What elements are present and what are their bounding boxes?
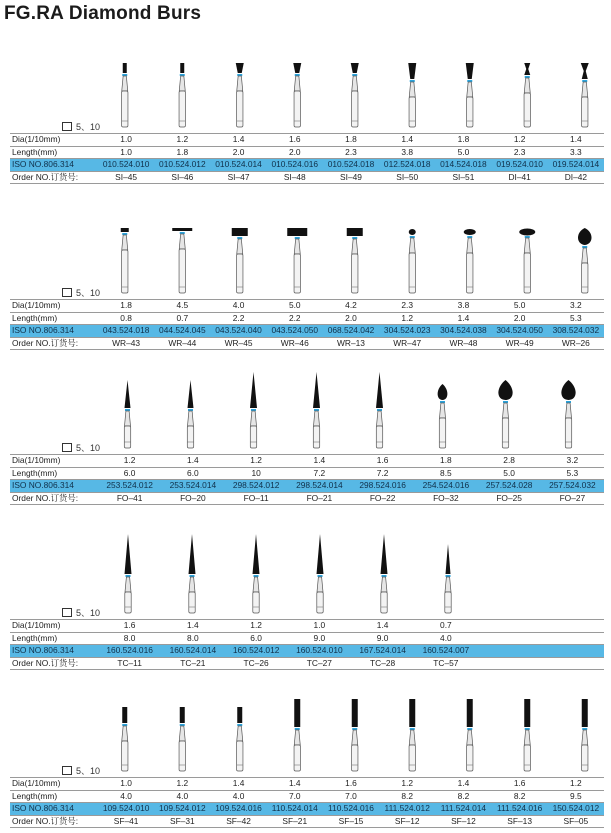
bur-taperInvL-icon [466, 63, 474, 127]
spec-row-iso [10, 480, 604, 493]
spec-cell [541, 620, 604, 633]
spec-row-order [10, 657, 604, 670]
spec-cell: 298.524.014 [288, 480, 351, 493]
spec-row-iso [10, 645, 604, 658]
bur-barL-icon [352, 699, 358, 771]
spec-cell: SF–42 [226, 815, 251, 826]
spec-cell: 1.4 [313, 455, 326, 466]
spec-cell: SI–45 [115, 171, 138, 182]
spec-label-iso: ISO NO.806.314 [10, 325, 98, 338]
bur-barL-icon [524, 699, 530, 771]
spec-label-length: Length(mm) [12, 312, 58, 323]
spec-cell: 7.0 [345, 790, 357, 801]
bur-taperInv-icon [236, 63, 244, 127]
spec-row-dia [10, 455, 604, 468]
spec-cell: 1.2 [176, 134, 189, 145]
spec-row-iso [10, 803, 604, 816]
spec-cell: 2.0 [232, 146, 245, 157]
spec-cell: SF–21 [282, 815, 308, 826]
bur-cone-icon [381, 534, 388, 613]
bur-taperInv-icon [293, 63, 301, 127]
spec-cell: FO–11 [243, 492, 269, 503]
spec-label-order: Order NO.订货号: [12, 815, 79, 826]
spec-cell: 1.6 [376, 455, 389, 466]
spec-cell: SF–15 [338, 815, 364, 826]
spec-cell [478, 620, 541, 633]
spec-cell: 109.524.010 [98, 803, 154, 816]
spec-cell: 1.4 [232, 134, 245, 145]
spec-cell: 1.4 [457, 778, 470, 789]
spec-cell: 4.2 [345, 300, 357, 311]
spec-cell: WR–43 [112, 337, 141, 348]
spec-label-length: Length(mm) [12, 146, 58, 157]
bur-flame-icon [578, 228, 592, 293]
spec-cell: 010.524.014 [210, 159, 266, 172]
pack-quantity [62, 441, 100, 454]
bur-bar-icon [237, 707, 243, 771]
spec-cell: 2.0 [288, 146, 301, 157]
spec-cell: TC–11 [117, 657, 142, 668]
spec-cell: 010.524.012 [154, 159, 210, 172]
spec-cell: 1.2 [123, 455, 136, 466]
spec-cell: WR–47 [393, 337, 422, 348]
bur-pear-icon [438, 384, 448, 448]
spec-cell: 1.8 [345, 134, 357, 145]
spec-cell: 257.524.032 [541, 480, 604, 493]
pack-quantity-text: 5、10 [76, 608, 101, 618]
spec-row-dia [10, 134, 604, 147]
spec-cell: 160.524.014 [161, 645, 224, 658]
package-icon [62, 122, 72, 131]
spec-cell: SI–50 [396, 171, 419, 182]
spec-cell: SI–51 [452, 171, 475, 182]
spec-cell: 1.2 [401, 312, 414, 323]
spec-cell: 109.524.016 [210, 803, 266, 816]
spec-cell: WR–26 [561, 337, 590, 348]
spec-label-order: Order NO.订货号: [12, 337, 79, 348]
bur-barL-icon [467, 699, 473, 771]
spec-cell: 1.6 [513, 778, 526, 789]
bur-block-icon [232, 228, 248, 293]
spec-cell: 1.0 [120, 134, 132, 145]
bur-taperInv-icon [351, 63, 359, 127]
spec-cell: 9.0 [313, 632, 326, 643]
spec-cell: 2.3 [345, 146, 357, 157]
spec-table [10, 454, 604, 505]
spec-cell: SI–49 [340, 171, 362, 182]
spec-cell: 5.3 [570, 312, 582, 323]
spec-cell: 9.0 [376, 632, 389, 643]
spec-label-length: Length(mm) [12, 632, 58, 643]
bur-block-icon [347, 228, 363, 293]
spec-row-iso [10, 325, 604, 338]
bur-needleL-icon [313, 372, 320, 448]
bur-wheelS-icon [121, 228, 129, 293]
spec-cell: FO–20 [180, 492, 206, 503]
spec-cell: 298.524.016 [351, 480, 414, 493]
spec-row-dia [10, 620, 604, 633]
spec-row-dia [10, 300, 604, 313]
spec-cell: DI–42 [564, 171, 588, 182]
spec-label-iso: ISO NO.806.314 [10, 803, 98, 816]
spec-cell: WR–48 [449, 337, 478, 348]
bur-ovalM-icon [464, 229, 476, 293]
spec-cell: 1.0 [120, 778, 132, 789]
spec-cell: 5.0 [513, 300, 526, 311]
spec-cell: SF–41 [113, 815, 139, 826]
spec-cell: 1.8 [457, 134, 470, 145]
spec-cell: 3.2 [566, 455, 579, 466]
spec-label-dia: Dia(1/10mm) [12, 778, 61, 789]
spec-cell: 1.4 [288, 778, 301, 789]
spec-cell: WR–49 [505, 337, 534, 348]
spec-cell: 010.524.018 [323, 159, 379, 172]
spec-cell: 1.2 [513, 134, 526, 145]
spec-label-length: Length(mm) [12, 790, 58, 801]
spec-cell: 1.6 [123, 620, 136, 631]
bur-needleL-icon [376, 372, 383, 448]
bur-diaboloL-icon [581, 63, 589, 127]
bur-coneS-icon [445, 544, 451, 613]
page-title: FG.RA Diamond Burs [4, 3, 202, 24]
spec-cell: 2.2 [232, 312, 245, 323]
spec-cell: 1.4 [570, 134, 582, 145]
spec-cell: 2.3 [401, 300, 414, 311]
spec-cell: 5.0 [503, 467, 515, 478]
pack-quantity [62, 286, 100, 299]
spec-cell: 1.2 [176, 778, 189, 789]
spec-cell: 110.524.014 [267, 803, 323, 816]
spec-cell: 8.2 [513, 790, 526, 801]
spec-row-length [10, 146, 604, 159]
spec-cell: TC–27 [306, 657, 332, 668]
spec-row-length [10, 790, 604, 803]
spec-cell: 253.524.012 [98, 480, 161, 493]
spec-row-length [10, 312, 604, 325]
spec-cell [541, 632, 604, 645]
spec-cell: SF–05 [563, 815, 589, 826]
spec-cell: 019.524.014 [548, 159, 604, 172]
bur-cone-icon [317, 534, 324, 613]
spec-cell: 1.6 [345, 778, 357, 789]
spec-cell: 160.524.010 [288, 645, 351, 658]
spec-row-order [10, 337, 604, 350]
spec-cell: FO–25 [496, 492, 522, 503]
spec-cell: 308.524.032 [548, 325, 604, 338]
spec-cell: 5.0 [288, 300, 301, 311]
spec-label-iso: ISO NO.806.314 [10, 480, 98, 493]
spec-cell: 298.524.012 [225, 480, 288, 493]
bur-needleL-icon [250, 372, 257, 448]
spec-cell: FO–27 [559, 492, 586, 503]
spec-cell: 2.2 [288, 312, 301, 323]
bur-bar-icon [179, 707, 185, 771]
spec-cell: 1.8 [176, 146, 189, 157]
spec-cell: 4.5 [176, 300, 189, 311]
spec-cell [541, 657, 604, 670]
spec-cell: WR–13 [337, 337, 365, 348]
spec-cell: 6.0 [187, 467, 199, 478]
bur-cylF-icon [122, 63, 128, 127]
spec-label-dia: Dia(1/10mm) [12, 300, 61, 311]
spec-cell: 1.2 [250, 620, 262, 631]
bur-cylF-icon [179, 63, 185, 127]
spec-cell: 019.524.010 [492, 159, 548, 172]
spec-cell: 9.5 [570, 790, 582, 801]
spec-cell: 0.7 [176, 312, 189, 323]
bur-barL-icon [409, 699, 415, 771]
spec-cell: SI–47 [227, 171, 250, 182]
pack-quantity-text: 5、10 [76, 288, 101, 298]
spec-label-order: Order NO.订货号: [12, 657, 79, 668]
spec-cell: SF–12 [394, 815, 420, 826]
spec-label-iso: ISO NO.806.314 [10, 159, 98, 172]
spec-cell: TC–57 [433, 657, 459, 668]
spec-cell: 1.4 [376, 620, 389, 631]
spec-cell: 2.0 [513, 312, 526, 323]
spec-cell: 1.4 [187, 455, 199, 466]
spec-cell: 068.524.042 [323, 325, 379, 338]
pack-quantity [62, 606, 100, 619]
spec-cell: 111.524.014 [435, 803, 491, 816]
spec-label-length: Length(mm) [12, 467, 58, 478]
spec-cell: 10 [251, 467, 261, 478]
spec-cell: 1.0 [120, 146, 132, 157]
spec-label-iso: ISO NO.806.314 [10, 645, 98, 658]
spec-cell: 150.524.012 [548, 803, 604, 816]
spec-row-length [10, 632, 604, 645]
spec-cell: WR–44 [168, 337, 197, 348]
spec-cell: 6.0 [250, 632, 262, 643]
spec-cell: SI–46 [171, 171, 194, 182]
spec-cell: FO–22 [369, 492, 396, 503]
spec-cell: SF–12 [451, 815, 476, 826]
spec-cell: FO–41 [116, 492, 143, 503]
spec-cell [478, 632, 541, 645]
bur-cone-icon [253, 534, 260, 613]
spec-cell: WR–45 [224, 337, 253, 348]
pack-quantity [62, 120, 100, 133]
spec-cell: 2.0 [345, 312, 357, 323]
bur-ovalL-icon [519, 229, 535, 294]
spec-cell: TC–21 [180, 657, 206, 668]
spec-label-dia: Dia(1/10mm) [12, 455, 61, 466]
spec-cell: 012.524.018 [379, 159, 435, 172]
spec-cell: TC–26 [243, 657, 269, 668]
spec-label-order: Order NO.订货号: [12, 492, 79, 503]
spec-cell: 5.3 [566, 467, 579, 478]
spec-cell: 1.4 [187, 620, 199, 631]
spec-cell: FO–32 [433, 492, 459, 503]
pack-quantity [62, 764, 100, 777]
pack-quantity-text: 5、10 [76, 122, 101, 132]
bur-pearL-icon [561, 380, 575, 448]
spec-cell: 3.2 [570, 300, 582, 311]
spec-cell: 257.524.028 [478, 480, 541, 493]
spec-cell: SF–31 [169, 815, 195, 826]
bur-block2-icon [287, 228, 307, 293]
spec-cell [478, 657, 541, 670]
spec-row-length [10, 467, 604, 480]
spec-cell: 2.3 [513, 146, 526, 157]
spec-cell: 4.0 [440, 632, 452, 643]
bur-cone-icon [189, 534, 196, 613]
spec-cell: 304.524.050 [492, 325, 548, 338]
pack-quantity-text: 5、10 [76, 443, 101, 453]
spec-cell: 4.0 [176, 790, 189, 801]
spec-table [10, 777, 604, 828]
bur-barL-icon [294, 699, 300, 771]
spec-cell: 253.524.014 [161, 480, 224, 493]
spec-cell: TC–28 [370, 657, 396, 668]
spec-cell: 8.2 [401, 790, 414, 801]
spec-cell: 6.0 [123, 467, 136, 478]
spec-cell: 167.524.014 [351, 645, 414, 658]
spec-row-order [10, 815, 604, 828]
spec-cell: 043.524.050 [267, 325, 323, 338]
spec-cell: 1.4 [232, 778, 245, 789]
spec-cell: 5.0 [457, 146, 470, 157]
spec-cell: 4.0 [232, 300, 245, 311]
bur-pearL-icon [498, 380, 512, 448]
spec-cell: 160.524.007 [414, 645, 477, 658]
spec-cell: DI–41 [508, 171, 531, 182]
package-icon [62, 443, 72, 452]
spec-label-order: Order NO.订货号: [12, 171, 79, 182]
bur-cone-icon [125, 534, 132, 613]
spec-table [10, 299, 604, 350]
bur-barL-icon [582, 699, 588, 771]
bur-wheelW-icon [172, 228, 192, 293]
spec-cell: 3.3 [570, 146, 582, 157]
package-icon [62, 766, 72, 775]
spec-cell: SI–48 [283, 171, 306, 182]
spec-cell: 2.8 [503, 455, 515, 466]
spec-cell: 014.524.018 [435, 159, 491, 172]
spec-cell: 010.524.016 [267, 159, 323, 172]
spec-cell: 1.2 [401, 778, 414, 789]
bur-needle-icon [187, 380, 193, 448]
spec-cell: 3.8 [401, 146, 414, 157]
spec-cell: 8.0 [123, 632, 136, 643]
spec-row-order [10, 171, 604, 184]
spec-cell: 8.2 [457, 790, 470, 801]
spec-cell: 160.524.016 [98, 645, 161, 658]
spec-cell: 4.0 [120, 790, 132, 801]
spec-cell [541, 645, 604, 658]
spec-label-dia: Dia(1/10mm) [12, 134, 61, 145]
spec-cell: 010.524.010 [98, 159, 154, 172]
spec-cell: 044.524.045 [154, 325, 210, 338]
spec-table [10, 133, 604, 184]
spec-cell: FO–21 [306, 492, 333, 503]
spec-cell: 1.0 [313, 620, 326, 631]
bur-taperInvL-icon [408, 63, 416, 127]
spec-label-dia: Dia(1/10mm) [12, 620, 61, 631]
spec-cell: 1.2 [250, 455, 262, 466]
spec-table [10, 619, 604, 670]
spec-cell: 3.8 [457, 300, 470, 311]
bur-oval-icon [409, 229, 416, 293]
spec-cell: 254.524.016 [414, 480, 477, 493]
spec-cell: 7.2 [376, 467, 389, 478]
spec-cell: 1.2 [570, 778, 582, 789]
bur-bar-icon [122, 707, 128, 771]
spec-cell: 304.524.023 [379, 325, 435, 338]
pack-quantity-text: 5、10 [76, 766, 101, 776]
spec-cell: 0.8 [120, 312, 132, 323]
bur-needle-icon [124, 380, 130, 448]
spec-row-order [10, 492, 604, 505]
bur-diaboloS-icon [524, 63, 530, 127]
spec-cell: 8.0 [187, 632, 199, 643]
spec-cell [478, 645, 541, 658]
spec-cell: 110.524.016 [323, 803, 379, 816]
spec-cell: 109.524.012 [154, 803, 210, 816]
spec-cell: 160.524.012 [225, 645, 288, 658]
spec-cell: 111.524.012 [379, 803, 435, 816]
package-icon [62, 608, 72, 617]
spec-cell: 1.4 [457, 312, 470, 323]
spec-cell: 043.524.040 [210, 325, 266, 338]
spec-cell: 7.0 [288, 790, 301, 801]
spec-cell: 043.524.018 [98, 325, 154, 338]
spec-cell: 1.4 [401, 134, 414, 145]
spec-cell: 111.524.016 [492, 803, 548, 816]
spec-cell: 1.8 [120, 300, 132, 311]
spec-cell: 1.8 [440, 455, 452, 466]
spec-cell: 7.2 [313, 467, 326, 478]
spec-cell: WR–46 [280, 337, 309, 348]
spec-cell: 0.7 [440, 620, 452, 631]
spec-row-dia [10, 778, 604, 791]
spec-cell: SF–13 [507, 815, 532, 826]
spec-cell: 8.5 [440, 467, 452, 478]
spec-cell: 4.0 [232, 790, 245, 801]
package-icon [62, 288, 72, 297]
spec-cell: 1.6 [288, 134, 301, 145]
spec-row-iso [10, 159, 604, 172]
spec-cell: 304.524.038 [435, 325, 491, 338]
